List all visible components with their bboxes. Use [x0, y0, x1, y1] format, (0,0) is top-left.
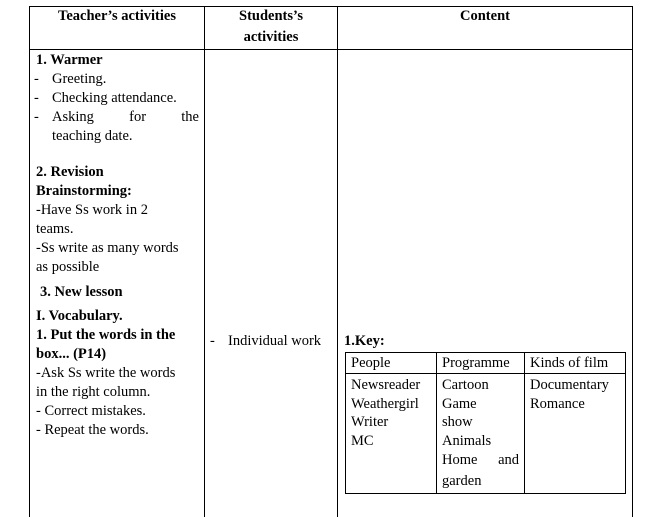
- key-header-programme: Programme: [442, 355, 510, 371]
- key-programme-item: Animals: [442, 433, 492, 449]
- revision-title: 2. Revision: [36, 164, 104, 180]
- key-table-left: [345, 352, 346, 494]
- key-table-col-divider-2: [524, 352, 525, 494]
- vocabulary-title: I. Vocabulary.: [36, 308, 123, 324]
- key-people-item: Writer: [351, 414, 389, 430]
- task-line: - Correct mistakes.: [36, 403, 146, 419]
- put-words-title-line2: box... (P14): [36, 346, 107, 362]
- key-table-col-divider-1: [436, 352, 437, 494]
- key-header-people: People: [351, 355, 391, 371]
- header-bottom-border: [29, 49, 633, 50]
- key-programme-home: Home: [442, 452, 478, 468]
- asking-word-1: Asking: [52, 109, 94, 125]
- column-divider-2: [337, 6, 338, 517]
- new-lesson-title: 3. New lesson: [40, 284, 123, 300]
- revision-line: as possible: [36, 259, 100, 275]
- task-line: - Repeat the words.: [36, 422, 149, 438]
- key-people-item: Weathergirl: [351, 396, 419, 412]
- table-left-border: [29, 6, 30, 517]
- key-table-right: [625, 352, 626, 494]
- students-dash: -: [210, 333, 215, 349]
- key-programme-item: Game: [442, 396, 477, 412]
- warmer-dash-3: -: [34, 109, 39, 125]
- table-right-border: [632, 6, 633, 517]
- asking-word-2: for: [129, 109, 147, 125]
- students-activity: Individual work: [228, 333, 322, 349]
- key-film-item: Documentary: [530, 377, 609, 393]
- key-programme-item: show: [442, 414, 473, 430]
- warmer-dash-1: -: [34, 71, 39, 87]
- header-teacher-activities: Teacher’s activities: [58, 8, 176, 24]
- key-header-kinds-of-film: Kinds of film: [530, 355, 609, 371]
- put-words-title-line1: 1. Put the words in the: [36, 327, 176, 343]
- task-line: -Ask Ss write the words: [36, 365, 176, 381]
- revision-line: -Have Ss work in 2: [36, 202, 148, 218]
- header-students-activities-line1: Students’s: [239, 8, 303, 24]
- asking-word-3: the: [181, 109, 199, 125]
- warmer-title: 1. Warmer: [36, 52, 103, 68]
- warmer-item-asking: [52, 108, 199, 127]
- header-students-activities-line2: activities: [243, 29, 299, 45]
- header-content: Content: [460, 8, 510, 24]
- warmer-dash-2: -: [34, 90, 39, 106]
- key-table-header-bottom: [345, 373, 626, 374]
- revision-line: -Ss write as many words: [36, 240, 179, 256]
- key-programme-garden: garden: [442, 473, 482, 489]
- column-divider-1: [204, 6, 205, 517]
- key-table-top: [345, 352, 626, 353]
- key-programme-item: Cartoon: [442, 377, 489, 393]
- revision-line: teams.: [36, 221, 74, 237]
- task-line: in the right column.: [36, 384, 151, 400]
- warmer-item-greeting: Greeting.: [52, 71, 107, 87]
- warmer-item-attendance: Checking attendance.: [52, 90, 177, 106]
- key-table-bottom: [345, 493, 626, 494]
- key-label: 1.Key:: [344, 333, 385, 349]
- brainstorming-title: Brainstorming:: [36, 183, 132, 199]
- key-people-item: MC: [351, 433, 374, 449]
- key-film-item: Romance: [530, 396, 585, 412]
- warmer-item-asking-cont: teaching date.: [52, 128, 133, 144]
- key-people-item: Newsreader: [351, 377, 421, 393]
- key-programme-and: and: [498, 452, 519, 468]
- key-programme-home-and: [442, 451, 519, 470]
